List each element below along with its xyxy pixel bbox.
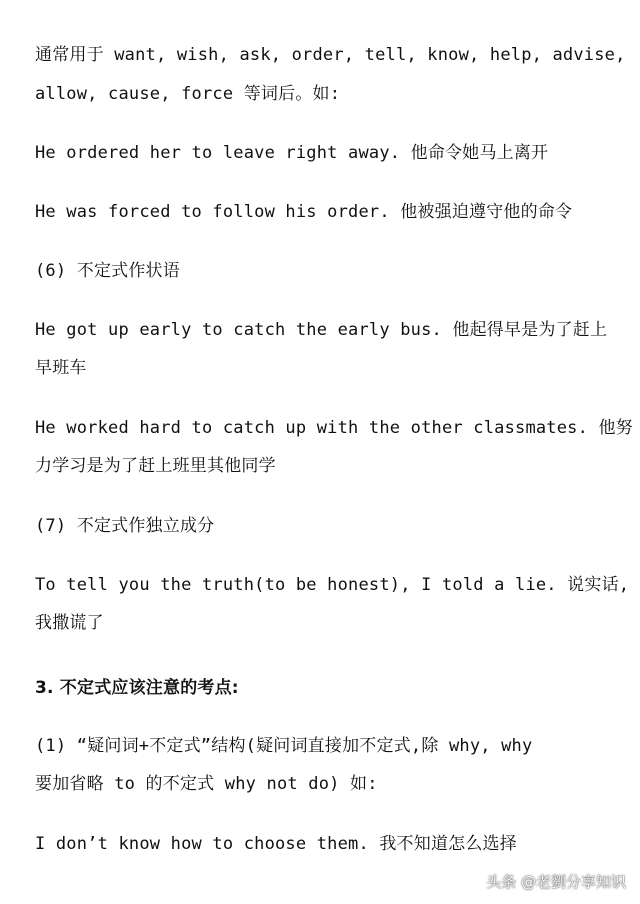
watermark: 头条 @老劉分享知识 <box>486 873 626 891</box>
section-heading-6: (6) 不定式作状语 <box>35 261 180 281</box>
text-line-2: allow, cause, force 等词后。如: <box>35 84 341 104</box>
text-line-1: 通常用于 want, wish, ask, order, tell, know, help, advise, <box>35 45 626 65</box>
text-line-8: He worked hard to catch up with the other classmates. 他努 <box>35 418 633 438</box>
text-line-12: 我撒谎了 <box>35 613 104 633</box>
section-heading-3: 3. 不定式应该注意的考点: <box>35 678 239 698</box>
text-line-11: To tell you the truth(to be honest), I told a lie. 说实话, <box>35 575 630 595</box>
text-line-14: (1) “疑问词+不定式”结构(疑问词直接加不定式,除 why, why <box>35 736 533 756</box>
section-heading-7: (7) 不定式作独立成分 <box>35 516 215 536</box>
text-line-16: I don’t know how to choose them. 我不知道怎么选择 <box>35 834 517 854</box>
text-line-15: 要加省略 to 的不定式 why not do) 如: <box>35 774 378 794</box>
text-line-9: 力学习是为了赶上班里其他同学 <box>35 456 276 476</box>
text-line-6: He got up early to catch the early bus. 他起得早是为了赶上 <box>35 320 608 340</box>
text-line-4: He was forced to follow his order. 他被强迫遵守他的命令 <box>35 202 573 222</box>
text-line-3: He ordered her to leave right away. 他命令她马上离开 <box>35 143 549 163</box>
text-line-7: 早班车 <box>35 358 87 378</box>
